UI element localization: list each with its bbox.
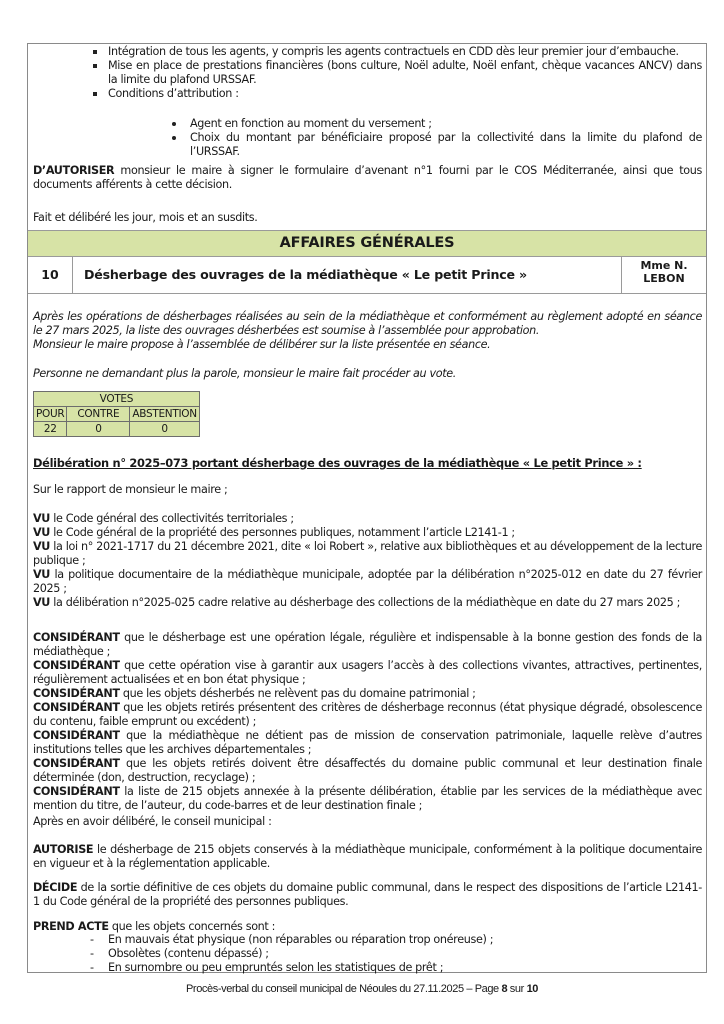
prend-acte-paragraph: [33, 920, 702, 934]
considerant-item: [33, 701, 702, 729]
footer-separator: sur: [507, 983, 527, 995]
considerant-keyword: CONSIDÉRANT: [33, 687, 120, 700]
rapporteur-line: LEBON: [643, 272, 685, 285]
decide-paragraph: [33, 881, 702, 909]
list-item: Conditions d’attribution :: [90, 87, 702, 101]
page-footer: [0, 983, 724, 995]
considerant-text: la liste de 215 objets annexée à la présente délibération, établie par les services de la médiathèque avec mention du titre, de l’auteur, du code-barres et de leur destination finale ;: [33, 785, 702, 812]
item-title: Désherbage des ouvrages de la médiathèque « Le petit Prince »: [84, 267, 527, 282]
decide-text: de la sortie définitive de ces objets du domaine public communal, dans le respect des dispositions de l’article L2141-1 du Code général de la propriété des personnes publiques.: [33, 881, 702, 908]
authorize-paragraph: [33, 164, 702, 192]
considerant-item: [33, 631, 702, 659]
considerant-item: [33, 785, 702, 813]
list-item: Choix du montant par bénéficiaire proposé par la collectivité dans la limite du plafond de l’URSSAF.: [168, 131, 702, 159]
authorize-text: monsieur le maire à signer le formulaire d’avenant n°1 fourni par le COS Méditerranée, ainsi que tous documents afférents à cette décision.: [33, 164, 702, 191]
list-item: Intégration de tous les agents, y compris les agents contractuels en CDD dès leur premier jour d’embauche.: [90, 45, 702, 59]
considerant-keyword: CONSIDÉRANT: [33, 785, 120, 798]
vu-text: la politique documentaire de la médiathèque municipale, adoptée par la délibération n°2025-012 en date du 27 février 2025 ;: [33, 568, 702, 595]
considerant-item: [33, 729, 702, 757]
considerant-item: [33, 687, 702, 701]
intro-vote: Personne ne demandant plus la parole, monsieur le maire fait procéder au vote.: [33, 367, 456, 380]
item-number: 10: [28, 256, 73, 293]
considerant-text: que cette opération vise à garantir aux usagers l’accès à des collections vivantes, attractives, pertinentes, régulièrement actualisées et en bon état physique ;: [33, 659, 702, 686]
vu-keyword: VU: [33, 568, 51, 581]
conditions-list: [168, 117, 702, 159]
list-item: - Obsolètes (contenu dépassé) ;: [90, 947, 690, 961]
votes-table: [33, 391, 200, 437]
votes-value-pour: 22: [34, 422, 67, 437]
item-rapporteur: [621, 256, 706, 293]
page-total: 10: [526, 983, 538, 995]
autorise-text: le désherbage de 215 objets conservés à la médiathèque municipale, conformément à la politique documentaire en vigueur et à la réglementation applicable.: [33, 843, 702, 870]
votes-col-abstention: ABSTENTION: [130, 407, 199, 422]
considerant-text: que la médiathèque ne détient pas de mission de conservation patrimoniale, laquelle relève d’autres institutions telles que les archives départementales ;: [33, 729, 702, 756]
considerant-text: que les objets retirés doivent être désaffectés du domaine public communal et leur destination finale déterminée (don, destruction, recyclage) ;: [33, 757, 702, 784]
footer-text: Procès-verbal du conseil municipal de Néoules du 27.11.2025 – Page: [186, 983, 502, 995]
intro-paragraph: Après les opérations de désherbages réalisées au sein de la médiathèque et conformément au règlement adopté en séance le 27 mars 2025, la liste des ouvrages désherbées est soumise à l’assemblée pour approbation.: [33, 310, 702, 337]
list-item: Agent en fonction au moment du versement ;: [168, 117, 702, 131]
vu-item: [33, 596, 702, 610]
list-item: - En surnombre ou peu empruntés selon les statistiques de prêt ;: [90, 961, 690, 975]
considerant-item: [33, 757, 702, 785]
considerant-keyword: CONSIDÉRANT: [33, 631, 120, 644]
vu-keyword: VU: [33, 540, 51, 553]
agenda-item-row: [28, 256, 706, 294]
vu-item: [33, 568, 702, 596]
vu-keyword: VU: [33, 596, 51, 609]
authorize-keyword: D’AUTORISER: [33, 164, 115, 177]
intro-proposal: Monsieur le maire propose à l’assemblée de délibérer sur la liste présentée en séance.: [33, 338, 491, 351]
vu-item: [33, 512, 702, 526]
votes-header: VOTES: [34, 392, 200, 407]
vu-list: [33, 512, 702, 610]
considerant-text: que les objets retirés présentent des critères de désherbage reconnus (état physique dégradé, obsolescence du contenu, faible emprunt ou excédent) ;: [33, 701, 702, 728]
vu-item: [33, 540, 702, 568]
rapporteur-line: Mme N.: [640, 259, 688, 272]
considerant-list: [33, 631, 702, 813]
vu-text: la loi n° 2021-1717 du 21 décembre 2021, dite « loi Robert », relative aux bibliothèques et au développement de la lecture publique ;: [33, 540, 702, 567]
considerant-keyword: CONSIDÉRANT: [33, 701, 120, 714]
vu-keyword: VU: [33, 512, 51, 525]
list-item: - En mauvais état physique (non réparables ou réparation trop onéreuse) ;: [90, 933, 690, 947]
considerant-text: que les objets désherbés ne relèvent pas du domaine patrimonial ;: [119, 687, 476, 700]
prend-acte-keyword: PREND ACTE: [33, 920, 109, 933]
list-item: Mise en place de prestations financières (bons culture, Noël adulte, Noël enfant, chèque vacances ANCV) dans la limite du plafond URSSAF.: [90, 59, 702, 87]
votes-value-contre: 0: [67, 422, 130, 437]
section-header: AFFAIRES GÉNÉRALES: [28, 230, 706, 257]
decide-keyword: DÉCIDE: [33, 881, 78, 894]
considerant-keyword: CONSIDÉRANT: [33, 659, 120, 672]
after-deliberation: Après en avoir délibéré, le conseil municipal :: [33, 815, 272, 828]
deliberation-title: Délibération n° 2025–073 portant désherbage des ouvrages de la médiathèque « Le petit Prince » :: [33, 456, 642, 470]
considerant-text: que le désherbage est une opération légale, régulière et indispensable à la bonne gestion des fonds de la médiathèque ;: [33, 631, 702, 658]
vu-item: [33, 526, 702, 540]
considerant-item: [33, 659, 702, 687]
benefits-list: [90, 45, 702, 101]
closing-text: Fait et délibéré les jour, mois et an susdits.: [33, 211, 258, 224]
vu-keyword: VU: [33, 526, 51, 539]
report-line: Sur le rapport de monsieur le maire ;: [33, 483, 228, 496]
prend-acte-list: [90, 933, 690, 975]
vu-text: le Code général des collectivités territoriales ;: [50, 512, 294, 525]
page-number: 8: [501, 983, 508, 995]
votes-col-contre: CONTRE: [67, 407, 130, 422]
votes-col-pour: POUR: [34, 407, 67, 422]
considerant-keyword: CONSIDÉRANT: [33, 757, 120, 770]
votes-value-abstention: 0: [130, 422, 199, 437]
autorise-keyword: AUTORISE: [33, 843, 94, 856]
vu-text: la délibération n°2025-025 cadre relative au désherbage des collections de la médiathèque en date du 27 mars 2025 ;: [50, 596, 681, 609]
considerant-keyword: CONSIDÉRANT: [33, 729, 120, 742]
prend-acte-text: que les objets concernés sont :: [108, 920, 276, 933]
vu-text: le Code général de la propriété des personnes publiques, notamment l’article L2141-1 ;: [50, 526, 515, 539]
autorise-paragraph: [33, 843, 702, 871]
